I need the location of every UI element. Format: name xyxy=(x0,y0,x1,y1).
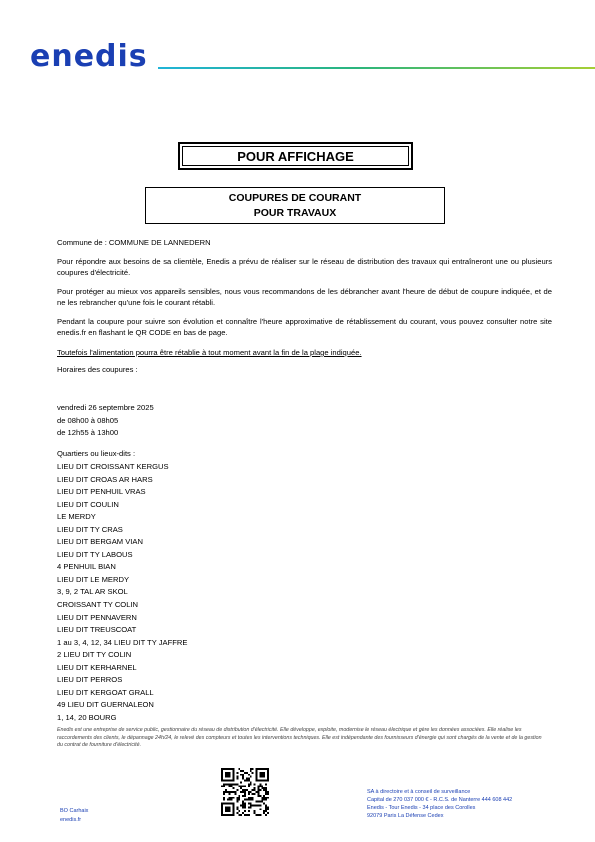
lieu-item: LIEU DIT LE MERDY xyxy=(57,574,130,584)
lieux-list xyxy=(57,461,187,724)
commune-line: Commune de : COMMUNE DE LANNEDERN xyxy=(57,238,211,247)
lieu-item: LIEU DIT CROAS AR HARS xyxy=(57,474,153,484)
qr-code[interactable] xyxy=(221,768,269,816)
horaires-label: Horaires des coupures : xyxy=(57,365,138,374)
lieu-item: 4 PENHUIL BIAN xyxy=(57,562,116,572)
lieu-item: LIEU DIT BERGAM VIAN xyxy=(57,537,143,547)
lieu-item: LE MERDY xyxy=(57,512,96,522)
enedis-logo xyxy=(30,40,148,72)
footer-legal-line-2: Capital de 270 037 000 € - R.C.S. de Nanterre 444 608 442 xyxy=(367,797,513,803)
lieu-item: 2 LIEU DIT TY COLIN xyxy=(57,650,132,660)
subtitle-line-2: POUR TRAVAUX xyxy=(253,207,337,219)
lieu-item: LIEU DIT KERGOAT GRALL xyxy=(57,687,154,697)
title-box xyxy=(178,142,413,170)
footer-legal-line-3: Enedis - Tour Enedis - 34 place des Corolles xyxy=(367,805,476,811)
disclaimer-text: Enedis est une entreprise de service public, gestionnaire du réseau de distribution d'électricité. Elle développe, exploite, modernise le réseau électrique et gère les données associées. Elle réalise les raccordements des clients, le dépannage 24h/24, le relevé des compteurs et toutes les interventions techniques. Elle est indépendante des fournisseurs d'énergie qui sont chargés de la vente et de la gestion du contrat de fourniture d'électricité. xyxy=(57,727,542,748)
subtitle-line-1: COUPURES DE COURANT xyxy=(228,192,362,204)
paragraph-warning: Toutefois l'alimentation pourra être rétablie à tout moment avant la fin de la plage indiquée. xyxy=(57,348,362,357)
lieu-item: LIEU DIT TREUSCOAT xyxy=(57,625,137,635)
lieu-item: 1, 14, 20 BOURG xyxy=(57,712,117,722)
footer-left xyxy=(60,807,88,825)
lieu-item: LIEU DIT PERROS xyxy=(57,675,123,685)
footer-office: BO Carhaix xyxy=(60,808,89,814)
lieu-item: LIEU DIT TY LABOUS xyxy=(57,549,133,559)
lieu-item: LIEU DIT PENNAVERN xyxy=(57,612,137,622)
schedule-slot-1: de 08h00 à 08h05 xyxy=(57,415,119,425)
lieu-item: 49 LIEU DIT GUERNALEON xyxy=(57,700,154,710)
paragraph-qr-info: Pendant la coupure pour suivre son évolution et connaître l'heure approximative de rétablissement du courant, vous pouvez consulter notre site enedis.fr en flashant le QR CODE en bas de page. xyxy=(57,317,552,337)
lieu-item: LIEU DIT CROISSANT KERGUS xyxy=(57,462,169,471)
lieu-item: LIEU DIT PENHUIL VRAS xyxy=(57,487,146,497)
footer-legal xyxy=(367,788,512,820)
quartiers-label: Quartiers ou lieux-dits : xyxy=(57,449,136,458)
lieu-item: CROISSANT TY COLIN xyxy=(57,600,139,610)
paragraph-protection: Pour protéger au mieux vos appareils sensibles, nous vous recommandons de les débrancher avant l'heure de début de coupure indiquée, et de ne les rebrancher qu'une fois le courant rétabli. xyxy=(57,287,552,307)
footer-website-link[interactable]: enedis.fr xyxy=(60,817,82,823)
schedule-date: vendredi 26 septembre 2025 xyxy=(57,403,154,412)
lieu-item: 1 au 3, 4, 12, 34 LIEU DIT TY JAFFRE xyxy=(57,637,188,647)
brand-divider-line xyxy=(158,67,595,69)
subtitle-box xyxy=(145,187,445,224)
schedule-slot-2: de 12h55 à 13h00 xyxy=(57,428,119,437)
schedule-block xyxy=(57,402,154,440)
lieu-item: LIEU DIT COULIN xyxy=(57,499,119,509)
lieu-item: LIEU DIT TY CRAS xyxy=(57,524,123,534)
lieu-item: 3, 9, 2 TAL AR SKOL xyxy=(57,587,128,597)
footer-legal-line-4: 92079 Paris La Défense Cedex xyxy=(367,813,444,819)
paragraph-intro: Pour répondre aux besoins de sa clientèle, Enedis a prévu de réaliser sur le réseau de distribution des travaux qui entraîneront une ou plusieurs coupures d'électricité. xyxy=(57,257,552,277)
page-title: POUR AFFICHAGE xyxy=(237,148,354,164)
footer-legal-line-1: SA à directoire et à conseil de surveillance xyxy=(367,789,471,795)
lieu-item: LIEU DIT KERHARNEL xyxy=(57,662,137,672)
logo-text: enedis xyxy=(30,39,148,74)
